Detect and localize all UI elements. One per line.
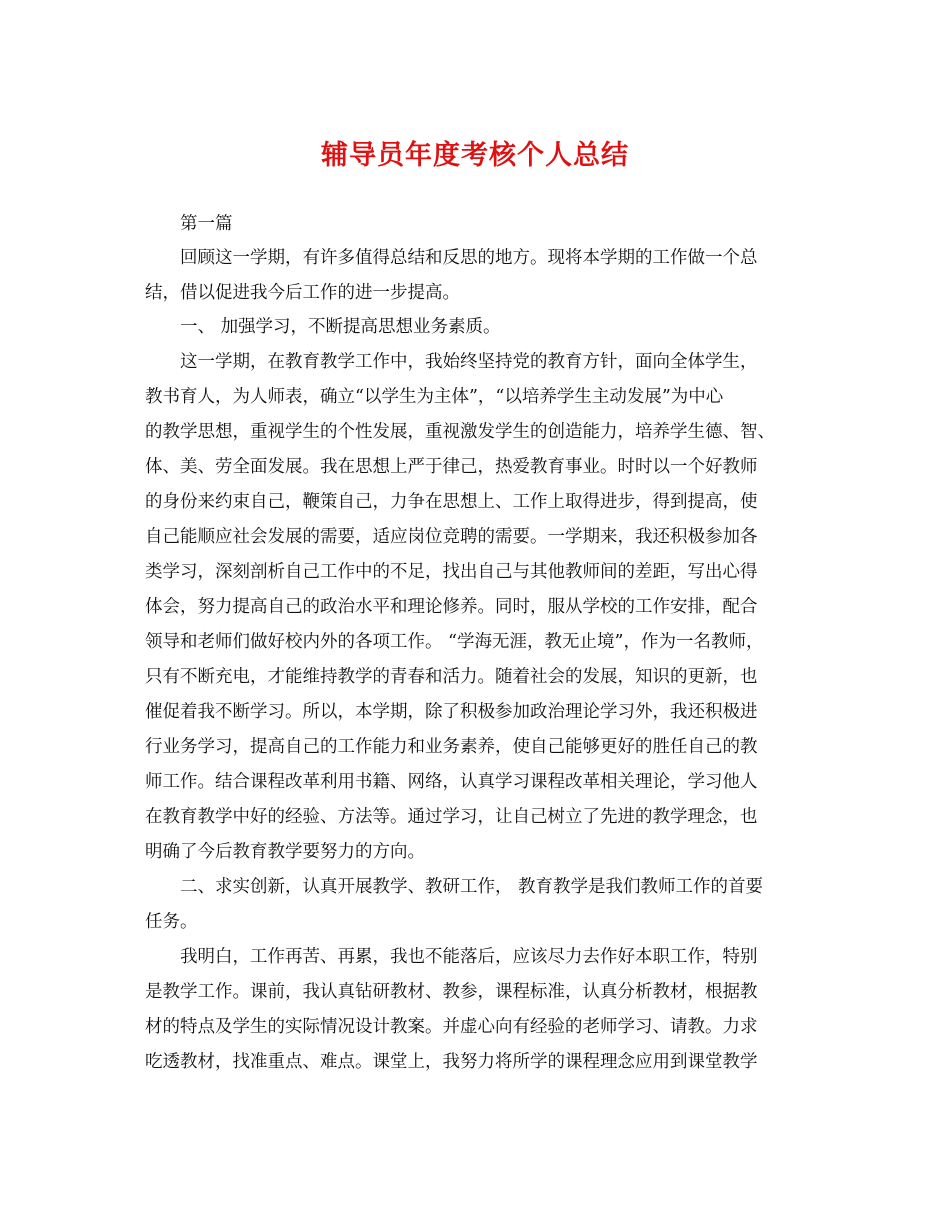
paragraph-line: 教书育人，为人师表，确立“以学生为主体”，“以培养学生主动发展”为中心 xyxy=(145,387,724,407)
section-heading-2: 二、求实创新，认真开展教学、教研工作， 教育教学是我们教师工作的首要 xyxy=(180,877,764,897)
paragraph-line: 结，借以促进我今后工作的进一步提高。 xyxy=(145,283,460,303)
paragraph-line: 类学习，深刻剖析自己工作中的不足，找出自己与其他教师间的差距，写出心得 xyxy=(145,562,758,582)
paragraph-line: 体、美、劳全面发展。我在思想上严于律己，热爱教育事业。时时以一个好教师 xyxy=(145,457,758,477)
document-title: 辅导员年度考核个人总结 xyxy=(321,140,629,171)
paragraph-line: 回顾这一学期，有许多值得总结和反思的地方。现将本学期的工作做一个总 xyxy=(180,248,758,268)
paragraph-line: 的教学思想，重视学生的个性发展，重视激发学生的创造能力，培养学生德、智、 xyxy=(145,422,775,442)
paragraph-line: 自己能顺应社会发展的需要，适应岗位竞聘的需要。一学期来，我还积极参加各 xyxy=(145,527,758,547)
paragraph-line: 任务。 xyxy=(145,912,198,932)
paragraph-line: 只有不断充电，才能维持教学的青春和活力。随着社会的发展，知识的更新，也 xyxy=(145,667,758,687)
paragraph-line: 师工作。结合课程改革利用书籍、网络，认真学习课程改革相关理论，学习他人 xyxy=(145,772,758,792)
paragraph-line: 领导和老师们做好校内外的各项工作。 “学海无涯，教无止境”，作为一名教师， xyxy=(145,632,764,652)
paragraph-line: 催促着我不断学习。所以，本学期，除了积极参加政治理论学习外，我还积极进 xyxy=(145,702,758,722)
paragraph-line: 的身份来约束自己，鞭策自己，力争在思想上、工作上取得进步，得到提高，使 xyxy=(145,492,758,512)
paragraph-line: 体会，努力提高自己的政治水平和理论修养。同时，服从学校的工作安排，配合 xyxy=(145,597,758,617)
paragraph-line: 行业务学习，提高自己的工作能力和业务素养，使自己能够更好的胜任自己的教 xyxy=(145,737,758,757)
paragraph-line: 吃透教材，找准重点、难点。课堂上，我努力将所学的课程理念应用到课堂教学 xyxy=(145,1052,758,1072)
section-heading-1: 一、 加强学习，不断提高思想业务素质。 xyxy=(180,317,501,337)
paragraph-line: 是教学工作。课前，我认真钻研教材、教参，课程标准，认真分析教材，根据教 xyxy=(145,982,758,1002)
paragraph-line: 材的特点及学生的实际情况设计教案。并虚心向有经验的老师学习、请教。力求 xyxy=(145,1017,758,1037)
paragraph-line: 这一学期，在教育教学工作中，我始终坚持党的教育方针，面向全体学生， xyxy=(180,352,758,372)
paragraph-line: 明确了今后教育教学要努力的方向。 xyxy=(145,842,425,862)
paragraph-line: 我明白，工作再苦、再累，我也不能落后，应该尽力去作好本职工作，特别 xyxy=(180,947,758,967)
paragraph-line: 在教育教学中好的经验、方法等。通过学习，让自己树立了先进的教学理念，也 xyxy=(145,807,758,827)
section-heading-first-part: 第一篇 xyxy=(180,214,233,234)
